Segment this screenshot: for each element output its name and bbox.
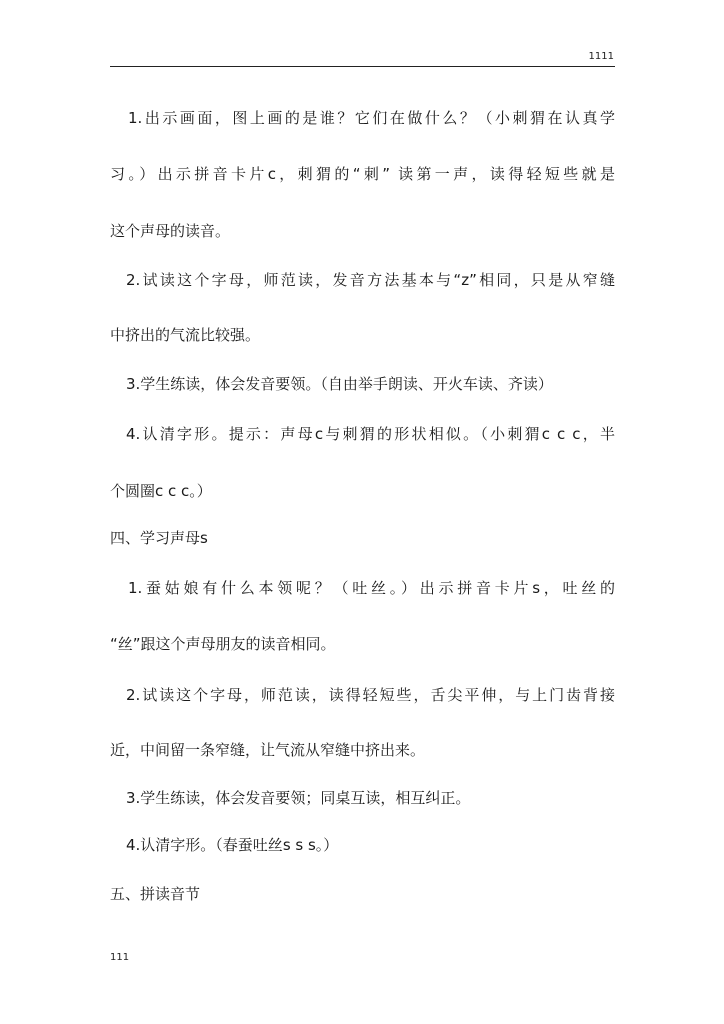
text-line-5: 中挤出的气流比较强。 [110,326,261,344]
page-footer-number: 111 [110,952,130,963]
text-line-10: “丝”跟这个声母朋友的读音相同。 [110,635,336,653]
text-line-6: 3.学生练读，体会发音要领。（自由举手朗读、开火车读、齐读） [126,375,553,393]
text-line-14: 4.认清字形。（春蚕吐丝s s s。） [126,836,339,854]
page-header-number: 1111 [588,51,614,62]
text-line-13: 3.学生练读，体会发音要领；同桌互读，相互纠正。 [126,789,471,807]
text-line-12: 近，中间留一条窄缝，让气流从窄缝中挤出来。 [110,741,426,759]
section-heading-4: 四、学习声母s [110,529,208,547]
text-line-4: 2.试读这个字母，师范读，发音方法基本与“z”相同，只是从窄缝 [126,271,615,289]
text-line-11: 2.试读这个字母，师范读，读得轻短些，舌尖平伸，与上门齿背接 [126,686,615,704]
text-line-8: 个圆圈c c c。） [110,482,212,500]
text-line-7: 4.认清字形。提示：声母c与刺猬的形状相似。（小刺猬c c c，半 [126,425,615,443]
text-line-2: 习。）出示拼音卡片c，刺猬的“刺” 读第一声，读得轻短些就是 [110,165,615,183]
section-heading-5: 五、拼读音节 [110,885,201,903]
text-line-3: 这个声母的读音。 [110,222,231,240]
text-line-1: 1.出示画面，图上画的是谁？它们在做什么？（小刺猬在认真学 [128,109,615,127]
header-rule [110,66,615,67]
text-line-9: 1.蚕姑娘有什么本领呢？（吐丝。）出示拼音卡片s，吐丝的 [128,579,615,597]
